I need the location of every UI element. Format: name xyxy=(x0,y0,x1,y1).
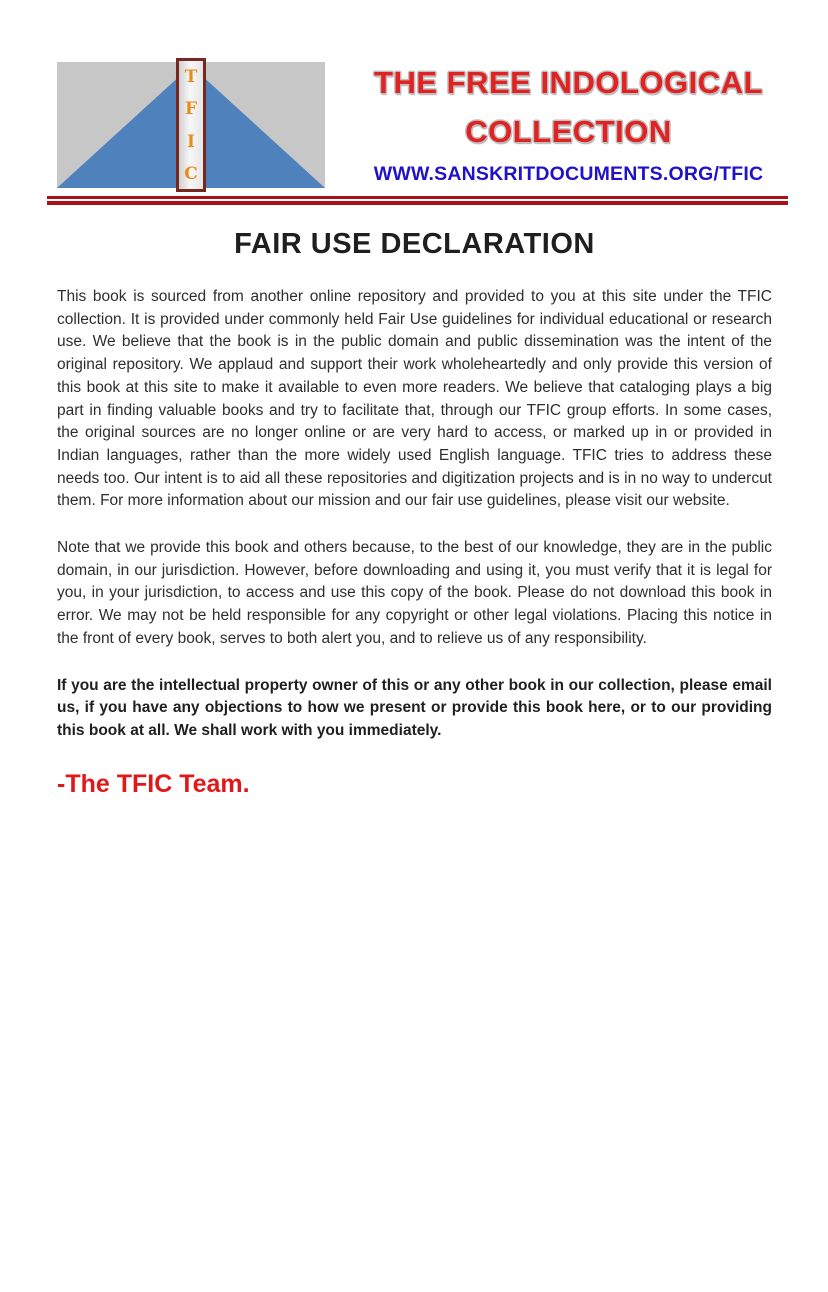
declaration-body xyxy=(57,228,772,799)
paragraph-legal-note: Note that we provide this book and others because, to the best of our knowledge, they are in the public domain, in our jurisdiction. However, before downloading and using it, you must verify that it is legal for you, in your jurisdiction, to access and use this copy of the book. Please do not download this book in error. We may not be held responsible for any copyright or other legal violations. Placing this notice in the front of every book, serves to both alert you, and to relieve us of any responsibility. xyxy=(57,539,772,647)
rule-thick-line xyxy=(47,201,788,206)
double-red-rule xyxy=(47,196,788,205)
tfic-logo xyxy=(57,62,325,188)
logo-letter-i: I xyxy=(187,131,195,152)
logo-column xyxy=(176,58,206,192)
rule-thin-line xyxy=(47,196,788,199)
page-title: FAIR USE DECLARATION xyxy=(234,228,595,260)
logo-letter-c: C xyxy=(184,163,198,184)
paragraph-fair-use: This book is sourced from another online repository and provided to you at this site under the TFIC collection. It is provided under commonly held Fair Use guidelines for individual educational or research use. We believe that the book is in the public domain and public dissemination was the intent of the original repository. We applaud and support their work wholeheartedly and only provide this version of this book at this site to make it available to even more readers. We believe that cataloging plays a big part in finding valuable books and try to facilitate that, through our TFIC group efforts. In some cases, the original sources are no longer online or are very hard to access, or marked up in or provided in Indian languages, rather than the more widely used English language. TFIC tries to address these needs too. Our intent is to aid all these repositories and digitization projects and is in no way to undercut them. For more information about our mission and our fair use guidelines, please visit our website. xyxy=(57,288,772,510)
logo-letter-t: T xyxy=(184,67,198,87)
logo-letter-f: F xyxy=(184,99,198,120)
paragraph-ip-owner-notice: If you are the intellectual property owner of this or any other book in our collection, please email us, if you have any objections to how we present or provide this book here, or to our providing this book at all. We shall work with you immediately. xyxy=(57,676,772,739)
masthead-titles xyxy=(325,58,812,186)
website-url: WWW.SANSKRITDOCUMENTS.ORG/TFIC xyxy=(373,163,764,185)
collection-title-line2: COLLECTION xyxy=(465,114,672,149)
signature-tfic-team: -The TFIC Team. xyxy=(57,769,250,798)
collection-title-line1: THE FREE INDOLOGICAL xyxy=(374,65,763,100)
masthead xyxy=(57,58,812,188)
